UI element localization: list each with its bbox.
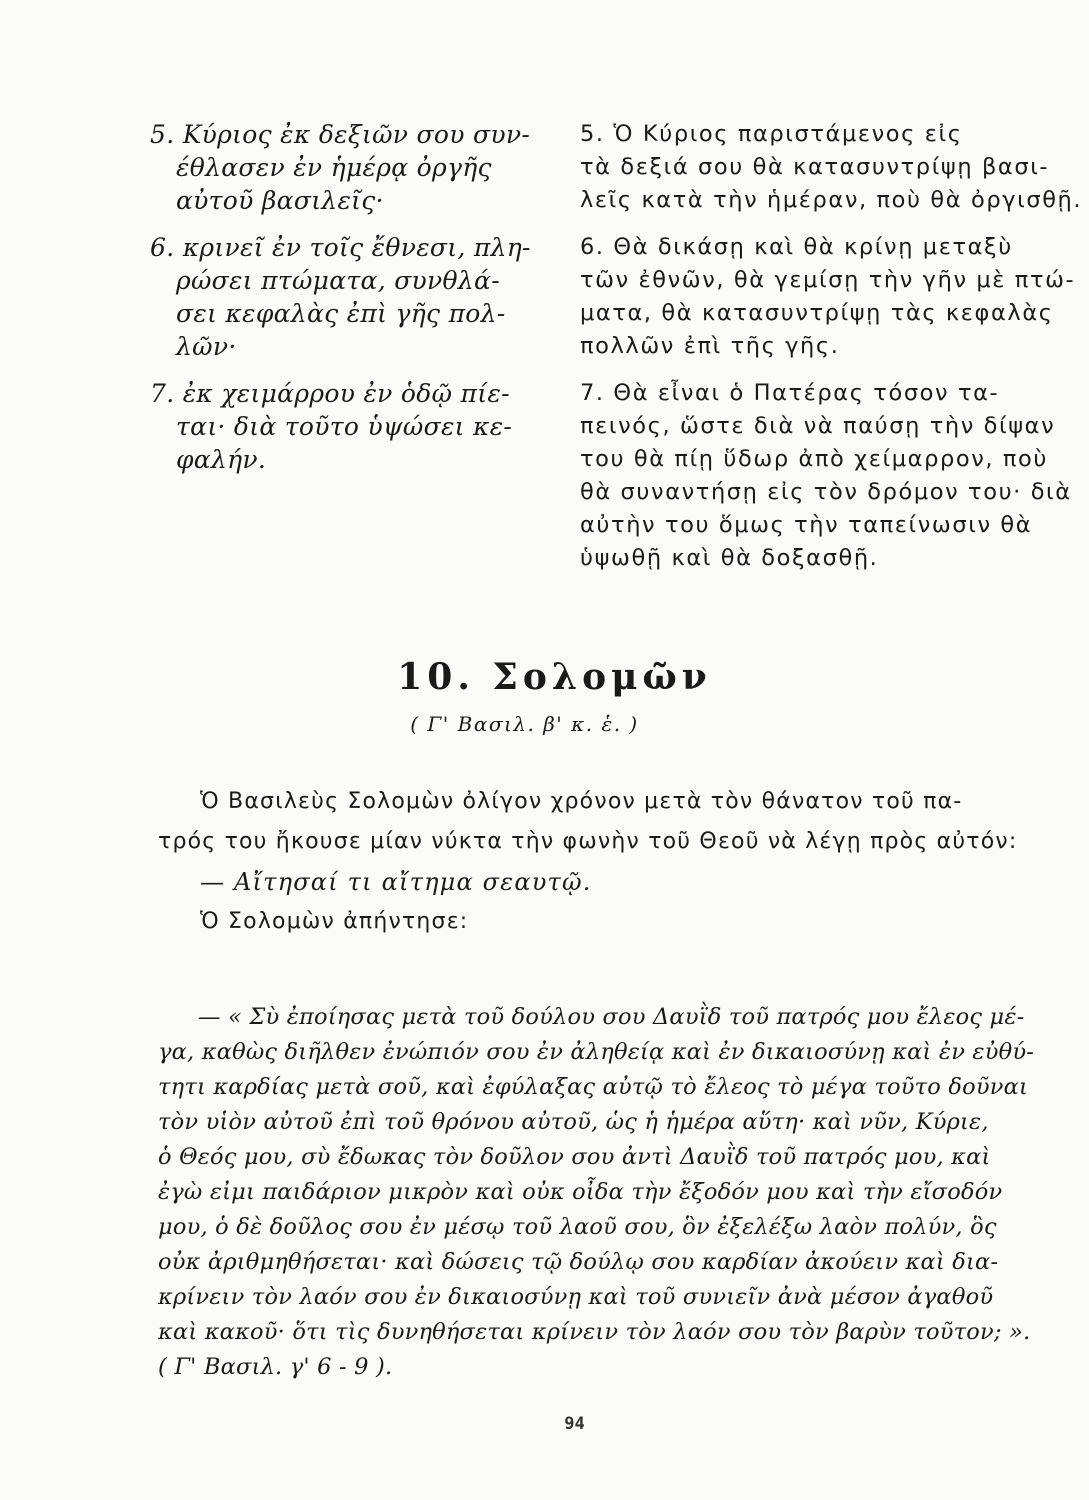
text-line: ται· διὰ τοῦτο ὑψώσει κε-	[176, 412, 513, 441]
verse-5-translation	[580, 118, 1083, 217]
text-line: ματα, θὰ κατασυντρίψῃ τὰς κεφαλὰς	[580, 300, 1054, 326]
verse-columns	[150, 118, 1083, 589]
text-line: 6. κρινεῖ ἐν τοῖς ἔθνεσι, πλη-	[150, 233, 531, 262]
text-line: θὰ συναντήσῃ εἰς τὸν δρόμον του· διὰ	[580, 479, 1072, 505]
text-line: πεινός, ὥστε διὰ νὰ παύσῃ τὴν δίψαν	[580, 413, 1056, 439]
verse-7-translation	[580, 377, 1072, 575]
text-line: τητι καρδίας μετὰ σοῦ, καὶ ἐφύλαξας αὐτῷ τὸ ἔλεος τὸ μέγα τοῦτο δοῦναι	[158, 1074, 1029, 1100]
verse-6-original	[150, 231, 531, 363]
page-number: 94	[564, 1414, 585, 1434]
text-line: μου, ὁ δὲ δοῦλος σου ἐν μέσῳ τοῦ λαοῦ σου, ὃν ἐξελέξω λαὸν πολύν, ὃς	[158, 1214, 997, 1240]
text-line: 5. Ὁ Κύριος παριστάμενος εἰς	[580, 121, 963, 147]
text-line: αὐτοῦ βασιλεῖς·	[176, 186, 384, 215]
text-line: 7. Θὰ εἶναι ὁ Πατέρας τόσον τα-	[580, 380, 1000, 406]
text-line: καὶ κακοῦ· ὅτι τὶς δυνηθήσεται κρίνειν τὸν λαόν σου τὸν βαρὺν τοῦτον; ».	[158, 1319, 1031, 1345]
text-line: γα, καθὼς διῆλθεν ἐνώπιόν σου ἐν ἀληθείᾳ καὶ ἐν δικαιοσύνῃ καὶ ἐν εὐθύ-	[158, 1039, 1035, 1065]
section-heading: 10. Σολομῶν	[397, 656, 712, 698]
text-line: 6. Θὰ δικάσῃ καὶ θὰ κρίνῃ μεταξὺ	[580, 234, 1013, 260]
text-line: τὸν υἱὸν αὐτοῦ ἐπὶ τοῦ θρόνου αὐτοῦ, ὡς ἡ ἡμέρα αὕτη· καὶ νῦν, Κύριε,	[158, 1109, 989, 1135]
text-line: — « Σὺ ἐποίησας μετὰ τοῦ δούλου σου Δαυῒδ τοῦ πατρός μου ἔλεος μέ-	[198, 1004, 1025, 1030]
text-line: — Αἴτησαί τι αἴτημα σεαυτῷ.	[200, 868, 592, 896]
verse-5	[150, 118, 1083, 217]
text-line: ρώσει πτώματα, συνθλά-	[176, 266, 500, 295]
text-line: λεῖς κατὰ τὴν ἡμέραν, ποὺ θὰ ὀργισθῇ.	[580, 187, 1083, 213]
text-line: πολλῶν ἐπὶ τῆς γῆς.	[580, 333, 840, 359]
text-line: ὑψωθῇ καὶ θὰ δοξασθῇ.	[580, 545, 879, 571]
text-line: αὐτὴν του ὅμως τὴν ταπείνωσιν θὰ	[580, 512, 1033, 538]
verse-6-translation	[580, 231, 1076, 363]
text-line: ἐγὼ εἰμι παιδάριον μικρὸν καὶ οὐκ οἶδα τὴν ἔξοδόν μου καὶ τὴν εἴσοδόν	[158, 1179, 1003, 1205]
text-line: ὁ Θεός μου, σὺ ἔδωκας τὸν δοῦλον σου ἀντὶ Δαυῒδ τοῦ πατρός μου, καὶ	[158, 1144, 991, 1170]
scripture-quote	[158, 1000, 1035, 1385]
text-line: Ὁ Σολομὼν ἀπήντησε:	[200, 909, 469, 934]
text-line: ( Γ' Βασιλ. γ' 6 - 9 ).	[158, 1354, 393, 1380]
text-line: Ὁ Βασιλεὺς Σολομὼν ὀλίγον χρόνον μετὰ τὸν θάνατον τοῦ πα-	[200, 789, 963, 814]
text-line: φαλήν.	[176, 445, 267, 474]
text-line: τὰ δεξιά σου θὰ κατασυντρίψῃ βασι-	[580, 154, 1050, 180]
text-line: του θὰ πίῃ ὕδωρ ἀπὸ χείμαρρον, ποὺ	[580, 446, 1049, 472]
text-line: κρίνειν τὸν λαόν σου ἐν δικαιοσύνῃ καὶ τοῦ συνιεῖν ἀνὰ μέσον ἀγαθοῦ	[158, 1284, 994, 1310]
verse-6	[150, 231, 1076, 363]
verse-5-original	[150, 118, 531, 217]
verse-7	[150, 377, 1072, 575]
text-line: λῶν·	[176, 332, 237, 361]
text-line: σει κεφαλὰς ἐπὶ γῆς πολ-	[176, 299, 506, 328]
text-line: 7. ἐκ χειμάρρου ἐν ὁδῷ πίε-	[150, 379, 510, 408]
text-line: 5. Κύριος ἐκ δεξιῶν σου συν-	[150, 120, 531, 149]
narrative-text	[158, 782, 1018, 942]
section-reference: ( Γ' Βασιλ. β' κ. ἑ. )	[410, 712, 639, 736]
text-line: τῶν ἐθνῶν, θὰ γεμίσῃ τὴν γῆν μὲ πτώ-	[580, 267, 1076, 293]
text-line: οὐκ ἀριθμηθήσεται· καὶ δώσεις τῷ δούλῳ σου καρδίαν ἀκούειν καὶ δια-	[158, 1249, 999, 1275]
text-line: έθλασεν ἐν ἡμέρᾳ ὀργῆς	[176, 153, 492, 182]
text-line: τρός του ἤκουσε μίαν νύκτα τὴν φωνὴν τοῦ Θεοῦ νὰ λέγῃ πρὸς αὐτόν:	[158, 829, 1018, 854]
verse-7-original	[150, 377, 522, 575]
